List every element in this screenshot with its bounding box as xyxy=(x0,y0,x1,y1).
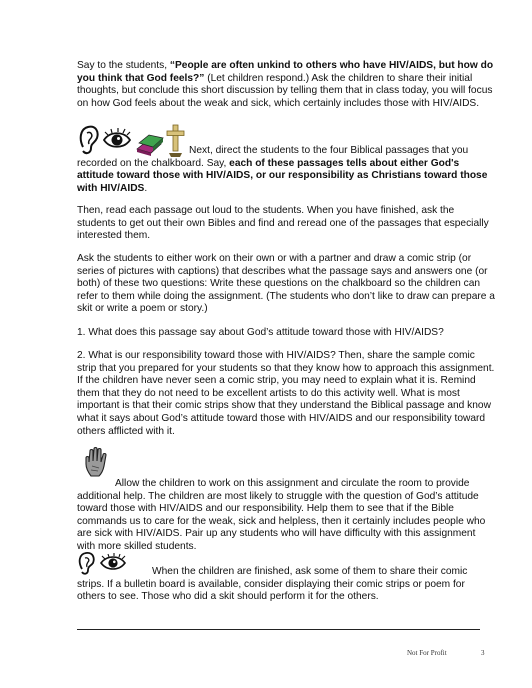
eye-icon xyxy=(104,128,130,147)
intro-text-2: (Let children respond.) Ask the children to share their initial thoughts, but conclude this short discussion by telling them that in class today, you will focus on how God feels about the weak and sick, which certainly includes those with HIV/AIDS. xyxy=(77,72,493,109)
paragraph-comic-strip: Ask the students to either work on their own or with a partner and draw a comic strip (or series of pictures with captions) that describes what the passage says and answers one (or both) of these two questions: Write these questions on the chalkboard so the children can refer to them while doing the assignment. (The students who don’t like to draw can prepare a skit or write a poem or story.) xyxy=(77,253,495,315)
paragraph-read-passages: Then, read each passage out loud to the students. When you have finished, ask the students to get out their own Bibles and find and reread one of the passages that especially interested them. xyxy=(77,205,489,242)
question-2: 2. What is our responsibility toward those with HIV/AIDS? Then, share the sample comic strip that you prepared for your students so that they know how to approach this assignment. If the children have never seen a comic strip, you may need to explain what it is. Remind them that they do not need to be excellent artists to do this activity well. What is most important is that their comic strips show that they understand the Biblical passage and know what it says about God’s attitude toward those with HIV/AIDS and our responsibility toward others afflicted with it. xyxy=(77,350,495,437)
passages-text-2: . xyxy=(144,182,148,194)
footer-label: Not For Profit xyxy=(407,649,447,657)
passages-text-1: Next, direct the students to the four Biblical passages that you recorded on the chalkboard. Say, xyxy=(77,145,469,169)
paragraph-passages xyxy=(77,145,495,195)
intro-quote: “People are often unkind to others who have HIV/AIDS, but how do you think that God feels?” xyxy=(77,60,494,84)
page-number: 3 xyxy=(481,649,485,657)
question-1: 1. What does this passage say about God’s attitude toward those with HIV/AIDS? xyxy=(77,327,444,338)
paragraph-work-help: Allow the children to work on this assignment and circulate the room to provide additional help. The children are most likely to struggle with the question of God’s attitude toward those with HIV/AIDS and our responsibility. Help them to see that if the Bible commands us to care for the weak, sick and helpless, then it certainly includes people who are sick with HIV/AIDS. Pair up any students who will have difficulty with this assignment with more skilled students. xyxy=(77,478,486,552)
footer-divider xyxy=(77,629,480,630)
passages-instruction: each of these passages tells about either God's attitude toward those with HIV/AIDS, or our responsibility as Christians toward those with HIV/AIDS xyxy=(77,157,488,194)
hand-icon xyxy=(83,446,111,478)
paragraph-share: When the children are finished, ask some of them to share their comic strips. If a bulletin board is available, consider displaying their comic strips or poem for others to see. Those who did a skit should perform it for the others. xyxy=(77,566,468,603)
intro-text-1: Say to the students, xyxy=(77,60,170,71)
paragraph-intro xyxy=(77,60,495,110)
